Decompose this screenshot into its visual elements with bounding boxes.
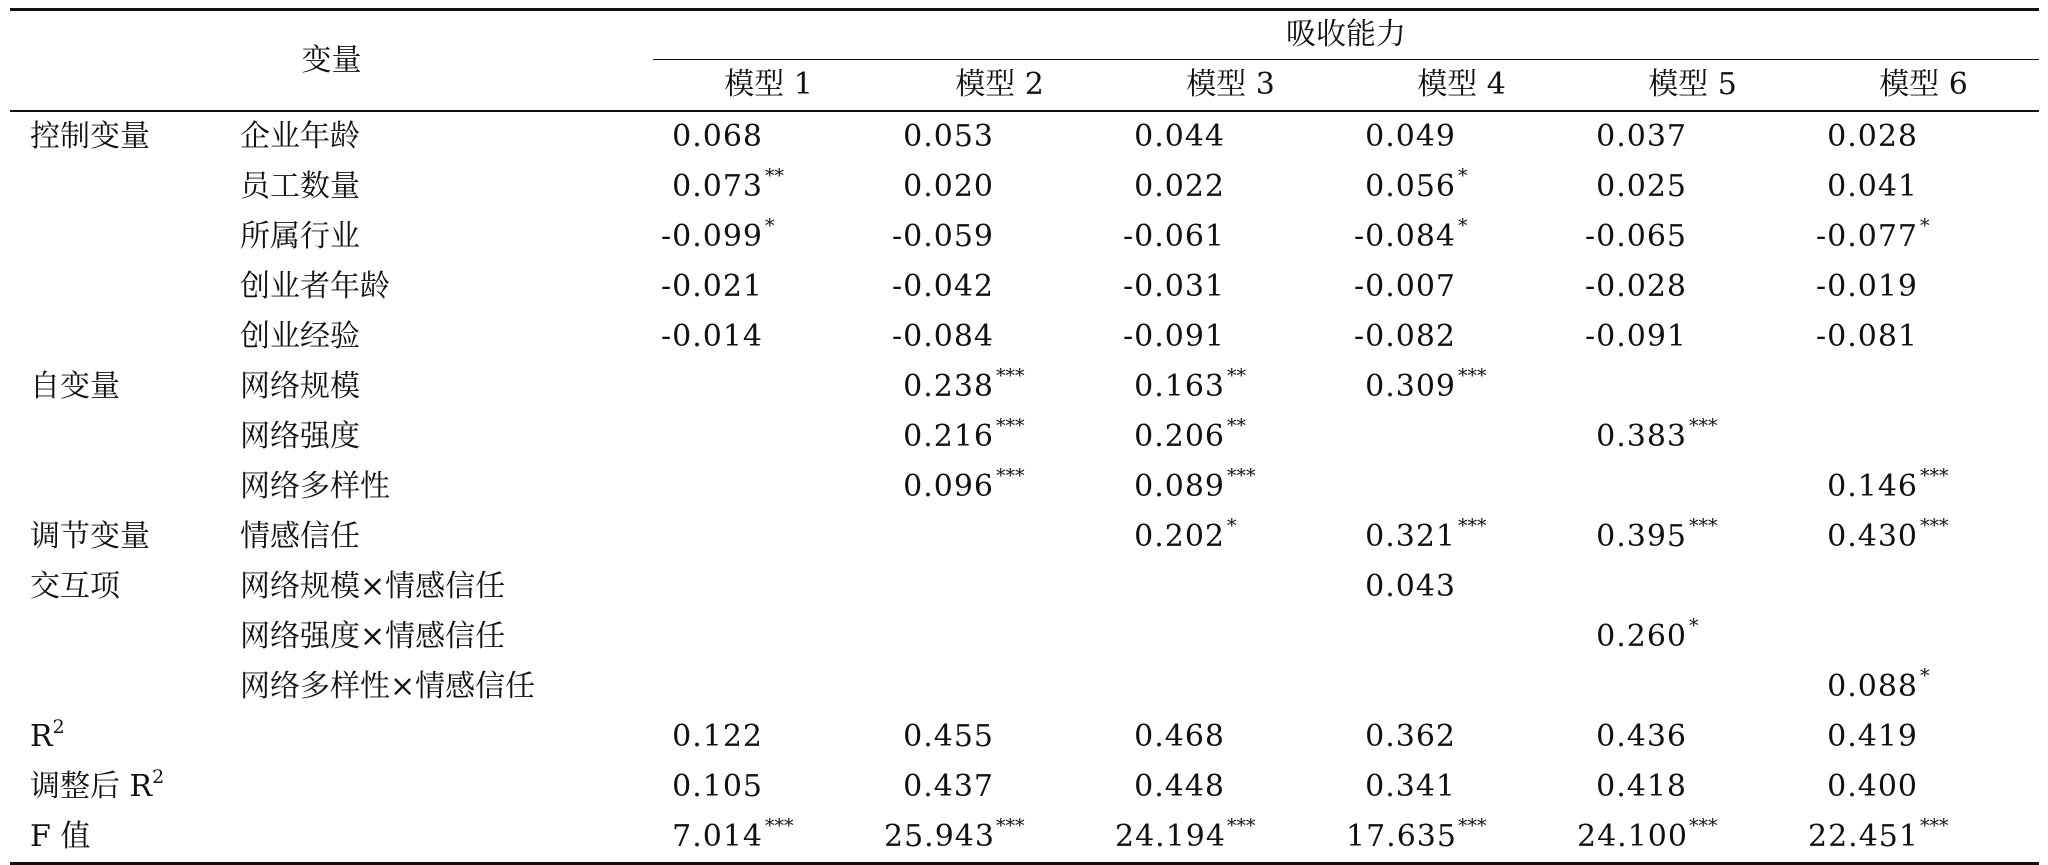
coefficient-cell [1808,762,2039,812]
coefficient-value: 0.341 [1365,769,1456,804]
coefficient-cell [1808,212,2039,262]
coefficient-value: 0.436 [1596,719,1687,754]
table-row [10,262,2039,312]
coefficient-cell [1115,412,1346,462]
row-category-superscript: 2 [52,716,65,738]
coefficient-value: 0.028 [1827,119,1918,154]
coefficient-value: 0.309 [1365,369,1456,404]
coefficient-cell [1577,362,1808,412]
coefficient-cell [1808,462,2039,512]
coefficient-value: 0.022 [1134,169,1225,204]
coefficient-cell [1808,412,2039,462]
coefficient-cell [884,812,1115,864]
coefficient-value: -0.028 [1584,269,1687,304]
coefficient-cell [1808,111,2039,162]
coefficient-value: -0.061 [1122,219,1225,254]
coefficient-value: 0.089 [1134,469,1225,504]
coefficient-cell [1808,162,2039,212]
model-header: 模型 4 [1346,60,1577,112]
row-category [10,162,220,212]
coefficient-cell [884,162,1115,212]
coefficient-value: 0.043 [1365,569,1456,604]
coefficient-cell [1115,212,1346,262]
coefficient-value: 0.056 [1365,169,1456,204]
coefficient-value: 0.202 [1134,519,1225,554]
table-row [10,712,2039,762]
row-variable [220,762,653,812]
coefficient-cell [884,612,1115,662]
coefficient-value: 0.400 [1827,769,1918,804]
table-row [10,212,2039,262]
coefficient-cell [1115,662,1346,712]
coefficient-cell [1577,712,1808,762]
coefficient-cell [1346,162,1577,212]
coefficient-cell [1346,762,1577,812]
coefficient-cell [884,662,1115,712]
coefficient-value: 0.122 [672,719,763,754]
coefficient-value: 0.041 [1827,169,1918,204]
table-row [10,412,2039,462]
coefficient-cell [884,412,1115,462]
coefficient-cell [1115,812,1346,864]
row-category [10,462,220,512]
table-body [10,111,2039,864]
coefficient-cell [1577,212,1808,262]
coefficient-cell [1577,662,1808,712]
coefficient-cell [1577,162,1808,212]
row-category [10,362,220,412]
row-variable: 网络强度×情感信任 [240,619,506,654]
coefficient-value: -0.099 [660,219,763,254]
significance-stars: * [765,215,775,237]
coefficient-cell [1577,512,1808,562]
row-variable: 员工数量 [240,169,360,204]
coefficient-cell [884,262,1115,312]
coefficient-value: -0.021 [660,269,763,304]
significance-stars: *** [1227,465,1256,487]
coefficient-cell [653,262,884,312]
row-category [10,662,220,712]
row-category [10,712,220,762]
significance-stars: *** [1920,465,1949,487]
coefficient-cell [1346,262,1577,312]
coefficient-value: 0.073 [672,169,763,204]
coefficient-value: 25.943 [884,819,995,854]
coefficient-value: -0.091 [1122,319,1225,354]
coefficient-value: 0.025 [1596,169,1687,204]
coefficient-value: 0.437 [903,769,994,804]
table-row [10,462,2039,512]
coefficient-value: -0.081 [1815,319,1918,354]
regression-table-container [10,8,2038,865]
coefficient-value: -0.077 [1815,219,1918,254]
coefficient-value: 0.068 [672,119,763,154]
coefficient-cell [1346,512,1577,562]
coefficient-cell [1346,462,1577,512]
coefficient-value: -0.042 [891,269,994,304]
row-category [10,312,220,362]
row-variable: 创业者年龄 [240,269,390,304]
coefficient-cell [884,362,1115,412]
coefficient-cell [1808,362,2039,412]
table-row [10,162,2039,212]
row-category-label: 交互项 [30,569,120,604]
coefficient-value: 0.105 [672,769,763,804]
coefficient-cell [884,111,1115,162]
coefficient-value: -0.084 [1353,219,1456,254]
coefficient-cell [1115,362,1346,412]
coefficient-value: 0.020 [903,169,994,204]
coefficient-value: 7.014 [672,819,763,854]
row-category [10,262,220,312]
significance-stars: * [1227,515,1237,537]
row-variable: 所属行业 [240,219,360,254]
coefficient-cell [653,612,884,662]
row-variable: 网络多样性 [240,469,390,504]
significance-stars: *** [1689,815,1718,837]
row-category [10,762,220,812]
coefficient-value: 0.260 [1596,619,1687,654]
row-category [10,812,220,864]
row-category-label: 调整后 R [30,769,153,804]
row-category [10,612,220,662]
coefficient-cell [1115,712,1346,762]
coefficient-cell [1577,762,1808,812]
coefficient-cell [1808,612,2039,662]
significance-stars: *** [996,365,1025,387]
group-header-absorptive-capacity: 吸收能力 [653,10,2039,60]
table-row [10,512,2039,562]
coefficient-cell [1808,512,2039,562]
row-variable: 网络规模 [240,369,360,404]
coefficient-cell [1346,212,1577,262]
row-category [10,512,220,562]
coefficient-value: 0.049 [1365,119,1456,154]
model-header: 模型 1 [653,60,884,112]
coefficient-cell [1577,562,1808,612]
coefficient-cell [653,462,884,512]
model-header: 模型 5 [1577,60,1808,112]
coefficient-cell [884,462,1115,512]
coefficient-value: -0.019 [1815,269,1918,304]
coefficient-value: 0.362 [1365,719,1456,754]
significance-stars: * [1920,215,1930,237]
coefficient-value: -0.065 [1584,219,1687,254]
coefficient-value: -0.014 [660,319,763,354]
coefficient-value: 0.455 [903,719,994,754]
coefficient-cell [653,162,884,212]
coefficient-cell [1808,812,2039,864]
significance-stars: * [1920,665,1930,687]
coefficient-cell [1115,512,1346,562]
coefficient-value: -0.059 [891,219,994,254]
table-row [10,762,2039,812]
row-variable: 企业年龄 [240,119,360,154]
significance-stars: *** [1920,815,1949,837]
coefficient-value: 0.053 [903,119,994,154]
table-row [10,562,2039,612]
significance-stars: *** [1458,515,1487,537]
coefficient-value: -0.007 [1353,269,1456,304]
coefficient-value: 0.448 [1134,769,1225,804]
regression-table [10,8,2039,865]
coefficient-cell [1115,762,1346,812]
coefficient-value: 22.451 [1808,819,1919,854]
row-variable: 情感信任 [240,519,360,554]
coefficient-cell [1346,662,1577,712]
coefficient-value: 0.395 [1596,519,1687,554]
significance-stars: *** [1689,515,1718,537]
row-category [10,562,220,612]
row-category-label: 控制变量 [30,119,150,154]
significance-stars: *** [996,815,1025,837]
coefficient-cell [653,662,884,712]
significance-stars: *** [1458,815,1487,837]
coefficient-value: -0.091 [1584,319,1687,354]
table-row [10,812,2039,864]
coefficient-cell [884,562,1115,612]
coefficient-value: 0.383 [1596,419,1687,454]
row-category-superscript: 2 [152,766,165,788]
coefficient-cell [884,712,1115,762]
coefficient-value: 0.088 [1827,669,1918,704]
row-category [10,212,220,262]
row-variable [220,812,653,864]
coefficient-cell [1577,111,1808,162]
model-header: 模型 2 [884,60,1115,112]
row-variable: 网络强度 [240,419,360,454]
coefficient-cell [1115,162,1346,212]
table-row [10,362,2039,412]
coefficient-cell [653,712,884,762]
header-row-group [10,10,2039,60]
coefficient-value: 0.146 [1827,469,1918,504]
significance-stars: *** [1458,365,1487,387]
coefficient-cell [1808,262,2039,312]
coefficient-cell [1346,111,1577,162]
coefficient-value: 24.194 [1115,819,1226,854]
coefficient-cell [1577,812,1808,864]
significance-stars: * [1458,215,1468,237]
coefficient-cell [1346,362,1577,412]
coefficient-value: 0.096 [903,469,994,504]
coefficient-cell [653,111,884,162]
coefficient-value: 0.206 [1134,419,1225,454]
table-row [10,312,2039,362]
coefficient-cell [1346,562,1577,612]
significance-stars: *** [996,415,1025,437]
row-variable [220,712,653,762]
significance-stars: *** [996,465,1025,487]
coefficient-value: 0.418 [1596,769,1687,804]
coefficient-value: 0.468 [1134,719,1225,754]
coefficient-cell [653,762,884,812]
row-variable: 创业经验 [240,319,360,354]
coefficient-cell [653,412,884,462]
coefficient-cell [653,312,884,362]
coefficient-cell [884,212,1115,262]
coefficient-value: 0.419 [1827,719,1918,754]
coefficient-value: 0.044 [1134,119,1225,154]
coefficient-value: 0.238 [903,369,994,404]
coefficient-cell [884,312,1115,362]
coefficient-cell [653,362,884,412]
coefficient-cell [1346,312,1577,362]
coefficient-value: 0.430 [1827,519,1918,554]
coefficient-cell [1577,612,1808,662]
significance-stars: ** [765,165,784,187]
significance-stars: * [1689,615,1699,637]
row-variable: 网络规模×情感信任 [240,569,506,604]
coefficient-cell [1115,262,1346,312]
row-category-label: 调节变量 [30,519,150,554]
coefficient-cell [1115,562,1346,612]
coefficient-value: 0.216 [903,419,994,454]
coefficient-cell [1808,312,2039,362]
coefficient-cell [884,512,1115,562]
coefficient-cell [1115,312,1346,362]
coefficient-value: -0.082 [1353,319,1456,354]
coefficient-cell [1115,612,1346,662]
significance-stars: *** [1689,415,1718,437]
significance-stars: *** [1227,815,1256,837]
significance-stars: *** [765,815,794,837]
coefficient-cell [1346,812,1577,864]
coefficient-cell [1808,562,2039,612]
coefficient-cell [884,762,1115,812]
coefficient-cell [1346,412,1577,462]
coefficient-cell [1577,412,1808,462]
coefficient-cell [1346,712,1577,762]
coefficient-cell [1808,712,2039,762]
coefficient-cell [1577,462,1808,512]
coefficient-value: 0.321 [1365,519,1456,554]
coefficient-cell [1808,662,2039,712]
coefficient-cell [653,562,884,612]
table-row [10,662,2039,712]
coefficient-cell [653,812,884,864]
row-variable: 网络多样性×情感信任 [240,669,536,704]
coefficient-cell [653,212,884,262]
coefficient-value: 0.037 [1596,119,1687,154]
row-category-label: R [30,719,53,754]
coefficient-cell [1577,262,1808,312]
row-category [10,111,220,162]
table-row [10,612,2039,662]
coefficient-value: -0.031 [1122,269,1225,304]
model-header: 模型 3 [1115,60,1346,112]
coefficient-cell [1115,462,1346,512]
significance-stars: *** [1920,515,1949,537]
coefficient-cell [653,512,884,562]
coefficient-value: 17.635 [1346,819,1457,854]
coefficient-value: -0.084 [891,319,994,354]
significance-stars: ** [1227,365,1246,387]
significance-stars: ** [1227,415,1246,437]
coefficient-value: 0.163 [1134,369,1225,404]
model-header: 模型 6 [1808,60,2039,112]
table-row [10,111,2039,162]
row-category [10,412,220,462]
coefficient-cell [1115,111,1346,162]
significance-stars: * [1458,165,1468,187]
coefficient-cell [1577,312,1808,362]
variable-header: 变量 [10,10,653,112]
row-category-label: 自变量 [30,369,120,404]
coefficient-value: 24.100 [1577,819,1688,854]
coefficient-cell [1346,612,1577,662]
row-category-label: F 值 [30,819,91,854]
